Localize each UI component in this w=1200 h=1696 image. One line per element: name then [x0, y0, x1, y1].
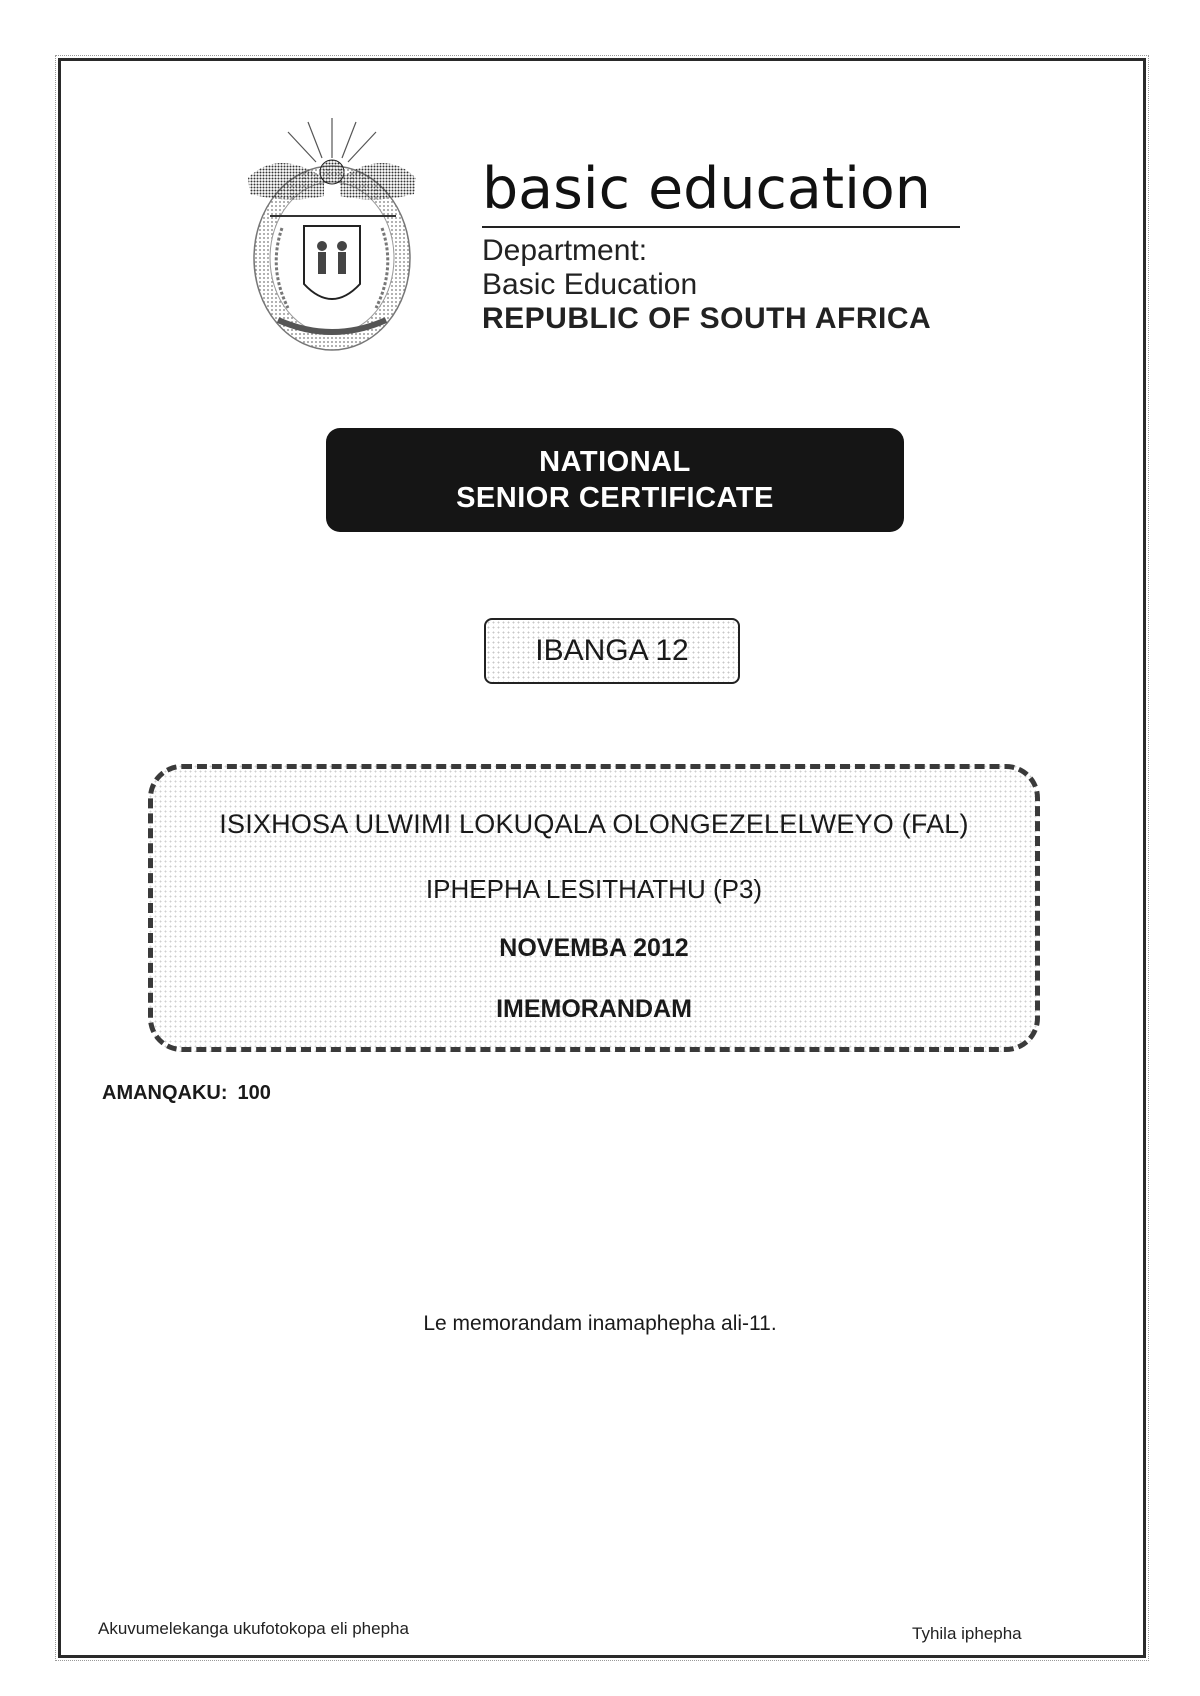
- total-marks: [102, 1082, 271, 1105]
- brand-title: basic education: [482, 156, 960, 228]
- subject-title: ISIXHOSA ULWIMI LOKUQALA OLONGEZELELWEYO (FAL): [219, 809, 969, 839]
- marks-label: AMANQAKU:: [102, 1082, 228, 1104]
- coat-of-arms-icon: [238, 108, 426, 356]
- nsc-banner: [326, 428, 904, 532]
- country-name: REPUBLIC OF SOUTH AFRICA: [482, 302, 932, 335]
- footer-turn-over: Tyhila iphepha: [912, 1624, 1022, 1643]
- exam-date: NOVEMBA 2012: [499, 934, 689, 962]
- footer-copyright-note: Akuvumelekanga ukufotokopa eli phepha: [98, 1619, 409, 1638]
- brand-block: [482, 156, 960, 336]
- department-name: Basic Education: [482, 268, 698, 301]
- department-label: Department:: [482, 234, 648, 267]
- page-count-note: Le memorandam inamaphepha ali-11.: [423, 1312, 777, 1335]
- document-type: IMEMORANDAM: [496, 995, 692, 1023]
- paper-title: IPHEPHA LESITHATHU (P3): [425, 874, 763, 904]
- banner-line-2: SENIOR CERTIFICATE: [456, 482, 774, 514]
- grade-box: IBANGA 12: [484, 618, 740, 684]
- banner-line-1: NATIONAL: [539, 446, 691, 478]
- title-box: [148, 764, 1040, 1052]
- marks-value: 100: [237, 1082, 271, 1104]
